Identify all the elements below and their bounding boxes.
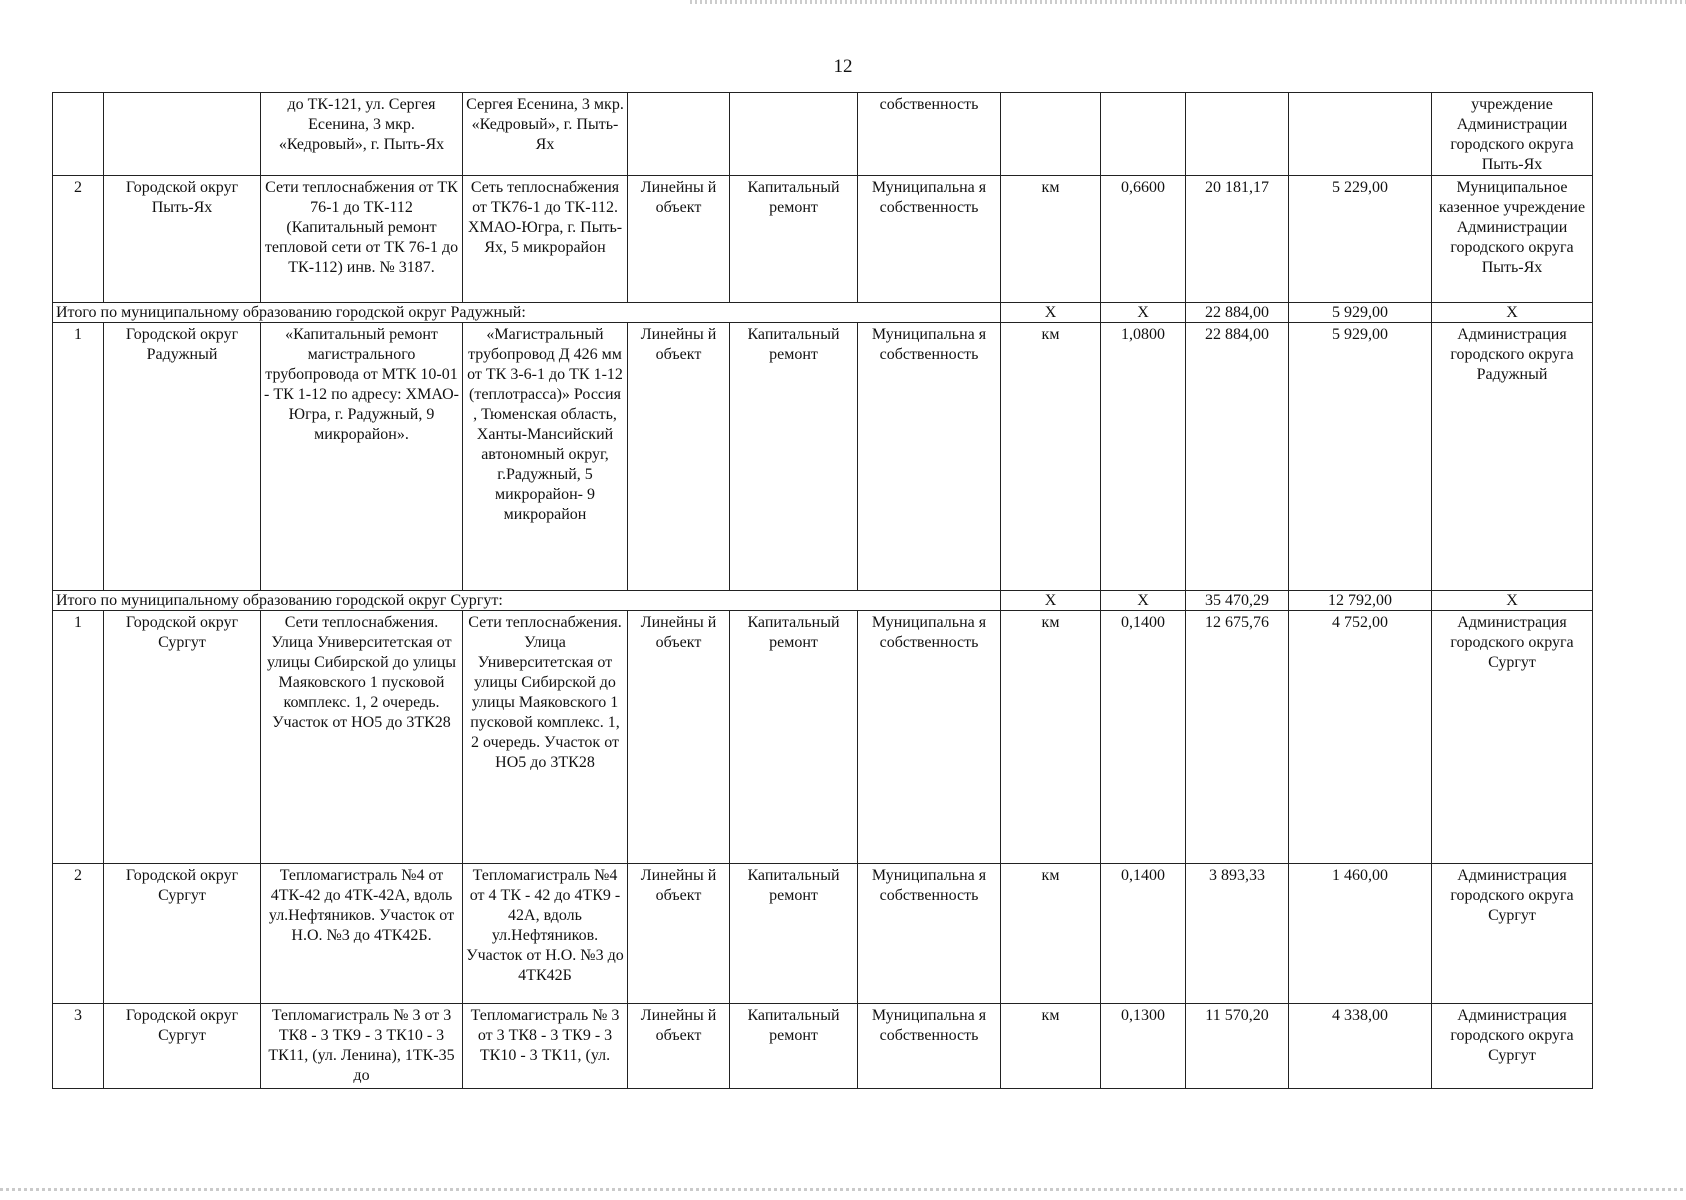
total-row <box>53 303 1593 323</box>
object-type-cell: Линейны й объект <box>628 176 730 303</box>
table-row <box>53 93 1593 176</box>
row-number: 2 <box>53 864 104 1004</box>
scan-edge-bottom <box>0 1188 1686 1191</box>
object-name-cell: «Капитальный ремонт магистрального трубопровода от МТК 10-01 - ТК 1-12 по адресу: ХМАО-Югра, г. Радужный, 9 микрорайон». <box>261 323 463 591</box>
municipality-cell: Городской округ Сургут <box>104 1004 261 1089</box>
cost-total-cell: 12 675,76 <box>1186 611 1289 864</box>
unit-cell: км <box>1001 864 1101 1004</box>
object-type-cell: Линейны й объект <box>628 611 730 864</box>
total-quantity: Х <box>1101 303 1186 323</box>
customer-cell: учреждение Администрации городского округа Пыть-Ях <box>1432 93 1593 176</box>
total-unit: Х <box>1001 303 1101 323</box>
unit-cell: км <box>1001 611 1101 864</box>
municipality-cell: Городской округ Пыть-Ях <box>104 176 261 303</box>
cost-budget-cell <box>1289 93 1432 176</box>
total-row <box>53 591 1593 611</box>
address-cell: Сеть теплоснабжения от ТК76-1 до ТК-112. ХМАО-Югра, г. Пыть-Ях, 5 микрорайон <box>463 176 628 303</box>
unit-cell: км <box>1001 1004 1101 1089</box>
row-number: 1 <box>53 323 104 591</box>
table-body <box>53 93 1593 1089</box>
cost-budget-cell: 5 229,00 <box>1289 176 1432 303</box>
ownership-cell: Муниципальна я собственность <box>858 611 1001 864</box>
work-type-cell: Капитальный ремонт <box>730 611 858 864</box>
work-type-cell: Капитальный ремонт <box>730 1004 858 1089</box>
object-name-cell: Сети теплоснабжения. Улица Университетская от улицы Сибирской до улицы Маяковского 1 пусковой комплекс. 1, 2 очередь. Участок от НО5 до 3ТК28 <box>261 611 463 864</box>
municipality-cell: Городской округ Сургут <box>104 864 261 1004</box>
cost-total-cell: 3 893,33 <box>1186 864 1289 1004</box>
cost-budget-cell: 4 752,00 <box>1289 611 1432 864</box>
ownership-cell: Муниципальна я собственность <box>858 323 1001 591</box>
ownership-cell: Муниципальна я собственность <box>858 176 1001 303</box>
work-type-cell <box>730 93 858 176</box>
quantity-cell <box>1101 93 1186 176</box>
address-cell: Сети теплоснабжения. Улица Университетская от улицы Сибирской до улицы Маяковского 1 пусковой комплекс. 1, 2 очередь. Участок от НО5 до 3ТК28 <box>463 611 628 864</box>
object-name-cell: до ТК-121, ул. Сергея Есенина, 3 мкр. «Кедровый», г. Пыть-Ях <box>261 93 463 176</box>
register-table <box>52 92 1593 1089</box>
total-cost-total: 35 470,29 <box>1186 591 1289 611</box>
cost-total-cell: 22 884,00 <box>1186 323 1289 591</box>
row-number: 3 <box>53 1004 104 1089</box>
customer-cell: Администрация городского округа Сургут <box>1432 864 1593 1004</box>
object-type-cell: Линейны й объект <box>628 1004 730 1089</box>
total-cost-total: 22 884,00 <box>1186 303 1289 323</box>
table-row <box>53 323 1593 591</box>
total-label: Итого по муниципальному образованию городской округ Сургут: <box>53 591 1001 611</box>
row-number <box>53 93 104 176</box>
page-number: 12 <box>833 56 853 77</box>
address-cell: Тепломагистраль №4 от 4 ТК - 42 до 4ТК9 - 42А, вдоль ул.Нефтяников. Участок от Н.О. №3 до 4ТК42Б <box>463 864 628 1004</box>
ownership-cell: Муниципальна я собственность <box>858 1004 1001 1089</box>
work-type-cell: Капитальный ремонт <box>730 176 858 303</box>
total-customer: Х <box>1432 303 1593 323</box>
total-cost-budget: 5 929,00 <box>1289 303 1432 323</box>
address-cell: «Магистральный трубопровод Д 426 мм от ТК 3-6-1 до ТК 1-12 (теплотрасса)» Россия , Тюменская область, Ханты-Мансийский автономный округ, г.Радужный, 5 микрорайон- 9 микрорайон <box>463 323 628 591</box>
quantity-cell: 0,1300 <box>1101 1004 1186 1089</box>
unit-cell: км <box>1001 176 1101 303</box>
customer-cell: Администрация городского округа Радужный <box>1432 323 1593 591</box>
municipality-cell: Городской округ Радужный <box>104 323 261 591</box>
ownership-cell: собственность <box>858 93 1001 176</box>
quantity-cell: 0,1400 <box>1101 864 1186 1004</box>
table-row <box>53 1004 1593 1089</box>
object-type-cell: Линейны й объект <box>628 323 730 591</box>
total-cost-budget: 12 792,00 <box>1289 591 1432 611</box>
object-name-cell: Тепломагистраль №4 от 4ТК-42 до 4ТК-42А, вдоль ул.Нефтяников. Участок от Н.О. №3 до 4ТК42Б. <box>261 864 463 1004</box>
work-type-cell: Капитальный ремонт <box>730 323 858 591</box>
scan-edge-top <box>690 0 1686 4</box>
quantity-cell: 1,0800 <box>1101 323 1186 591</box>
total-quantity: Х <box>1101 591 1186 611</box>
ownership-cell: Муниципальна я собственность <box>858 864 1001 1004</box>
table-row <box>53 176 1593 303</box>
customer-cell: Администрация городского округа Сургут <box>1432 1004 1593 1089</box>
object-name-cell: Сети теплоснабжения от ТК 76-1 до ТК-112 (Капитальный ремонт тепловой сети от ТК 76-1 до ТК-112) инв. № 3187. <box>261 176 463 303</box>
municipality-cell: Городской округ Сургут <box>104 611 261 864</box>
total-customer: Х <box>1432 591 1593 611</box>
quantity-cell: 0,1400 <box>1101 611 1186 864</box>
row-number: 1 <box>53 611 104 864</box>
cost-budget-cell: 4 338,00 <box>1289 1004 1432 1089</box>
object-name-cell: Тепломагистраль № 3 от 3 ТК8 - 3 ТК9 - 3 ТК10 - 3 ТК11, (ул. Ленина), 1ТК-35 до <box>261 1004 463 1089</box>
cost-total-cell: 20 181,17 <box>1186 176 1289 303</box>
address-cell: Сергея Есенина, 3 мкр. «Кедровый», г. Пыть-Ях <box>463 93 628 176</box>
address-cell: Тепломагистраль № 3 от 3 ТК8 - 3 ТК9 - 3 ТК10 - 3 ТК11, (ул. <box>463 1004 628 1089</box>
customer-cell: Администрация городского округа Сургут <box>1432 611 1593 864</box>
unit-cell: км <box>1001 323 1101 591</box>
municipality-cell <box>104 93 261 176</box>
table-row <box>53 864 1593 1004</box>
work-type-cell: Капитальный ремонт <box>730 864 858 1004</box>
unit-cell <box>1001 93 1101 176</box>
customer-cell: Муниципальное казенное учреждение Администрации городского округа Пыть-Ях <box>1432 176 1593 303</box>
table-row <box>53 611 1593 864</box>
quantity-cell: 0,6600 <box>1101 176 1186 303</box>
object-type-cell <box>628 93 730 176</box>
object-type-cell: Линейны й объект <box>628 864 730 1004</box>
total-label: Итого по муниципальному образованию городской округ Радужный: <box>53 303 1001 323</box>
row-number: 2 <box>53 176 104 303</box>
cost-total-cell <box>1186 93 1289 176</box>
cost-budget-cell: 5 929,00 <box>1289 323 1432 591</box>
cost-total-cell: 11 570,20 <box>1186 1004 1289 1089</box>
cost-budget-cell: 1 460,00 <box>1289 864 1432 1004</box>
total-unit: Х <box>1001 591 1101 611</box>
